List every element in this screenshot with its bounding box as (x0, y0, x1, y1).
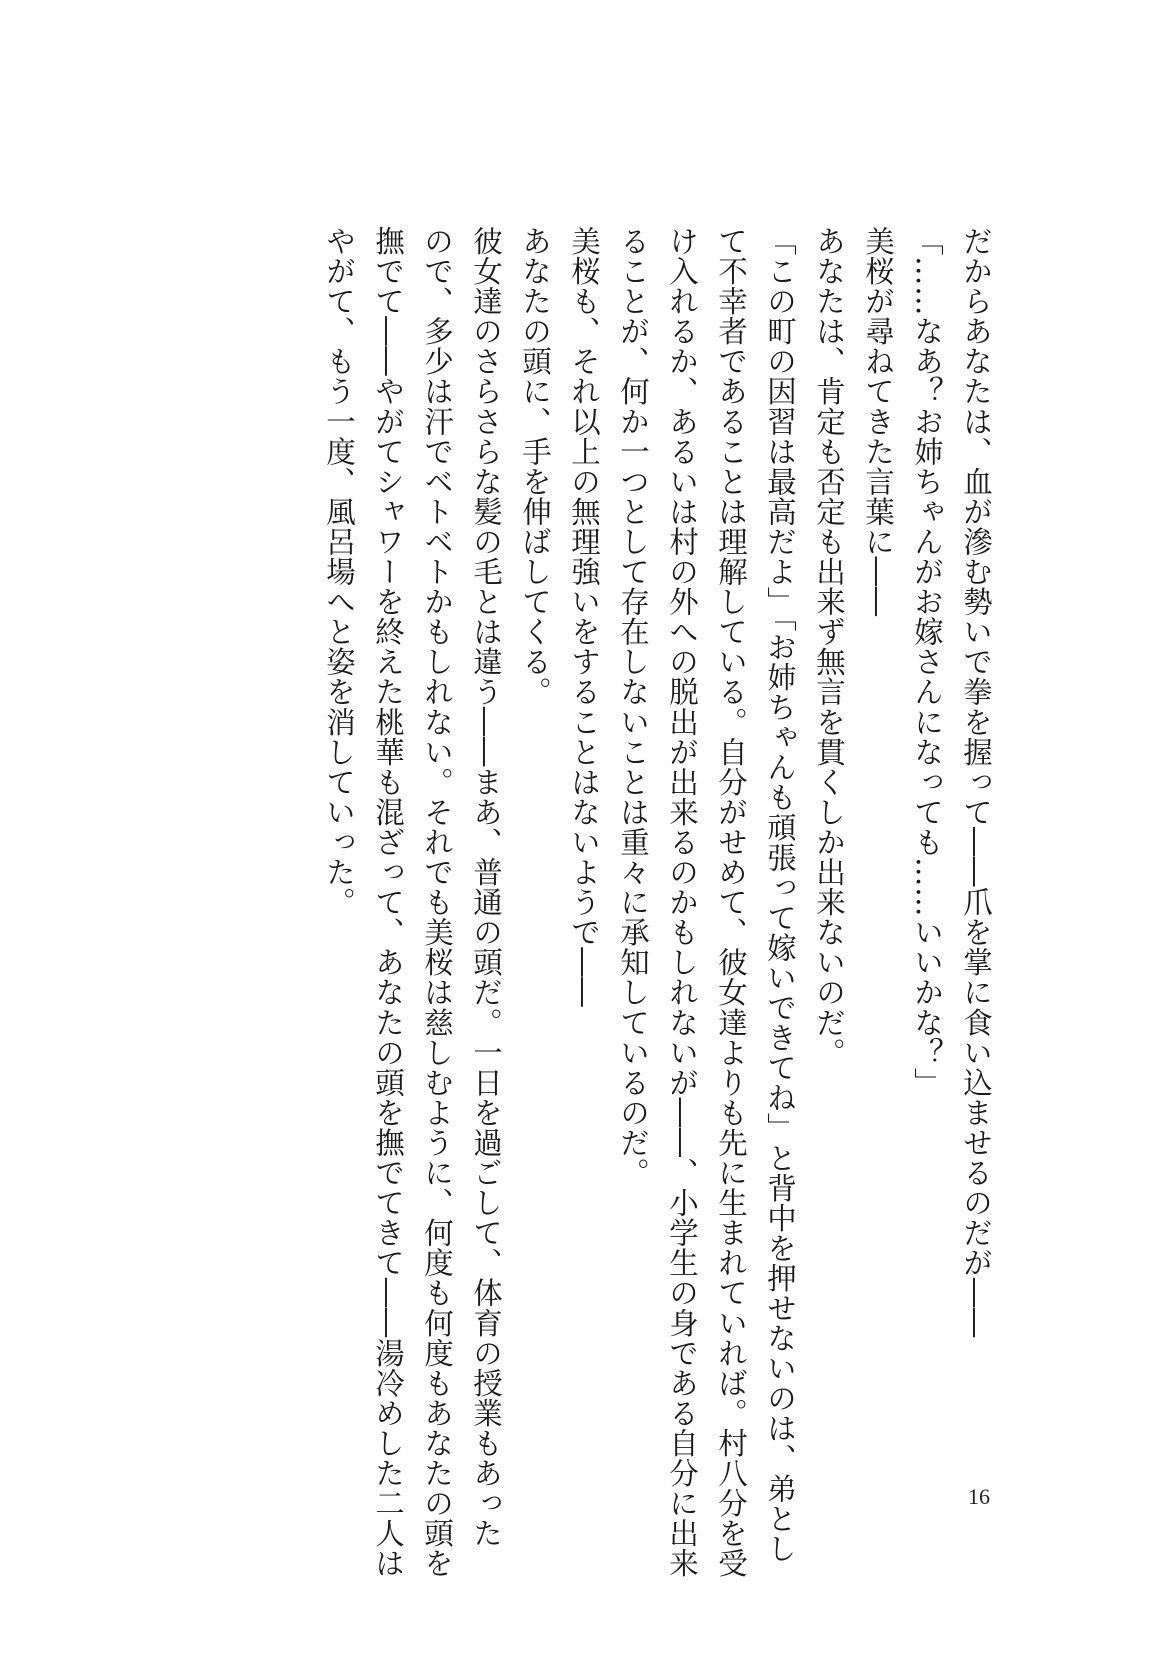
text-line-3: 美桜が尋ねてきた言葉に―― (861, 226, 895, 617)
text-line-11: 彼女達のさらさらな髪の毛とは違う――まあ、普通の頭だ。一日を過ごして、体育の授業もあった (469, 226, 503, 1549)
text-line-12: ので、多少は汗でベトベトかもしれない。それでも美桜は慈しむように、何度も何度もあなたの頭を (420, 226, 454, 1579)
page-number: 16 (968, 1484, 990, 1509)
text-line-13: 撫でて――やがてシャワーを終えた桃華も混ざって、あなたの頭を撫でてきて――湯冷めした二人は (371, 226, 405, 1579)
text-line-10: あなたの頭に、手を伸ばしてくる。 (518, 226, 552, 707)
text-line-5: 「この町の因習は最高だよ」「お姉ちゃんも頑張って嫁いできてね」と背中を押せないのは、弟とし (763, 226, 797, 1564)
text-line-4: あなたは、肯定も否定も出来ず無言を貫くしか出来ないのだ。 (812, 226, 846, 1068)
text-line-7: け入れるか、あるいは村の外への脱出が出来るのかもしれないが――、小学生の身である自分に出来 (665, 226, 699, 1579)
text-line-1: だからあなたは、血が滲む勢いで拳を握って――爪を掌に食い込ませるのだが―― (959, 226, 993, 1338)
text-line-8: ることが、何か一つとして存在しないことは重々に承知しているのだ。 (616, 226, 650, 1188)
text-line-9: 美桜も、それ以上の無理強いをすることはないようで―― (567, 226, 601, 1008)
text-line-14: やがて、もう一度、風呂場へと姿を消していった。 (322, 226, 356, 918)
text-line-6: て不幸者であることは理解している。自分がせめて、彼女達よりも先に生まれていれば。村八分を受 (714, 226, 748, 1579)
text-line-2: 「……なあ？お姉ちゃんがお嫁さんになっても……いいかな？」 (910, 226, 944, 1098)
